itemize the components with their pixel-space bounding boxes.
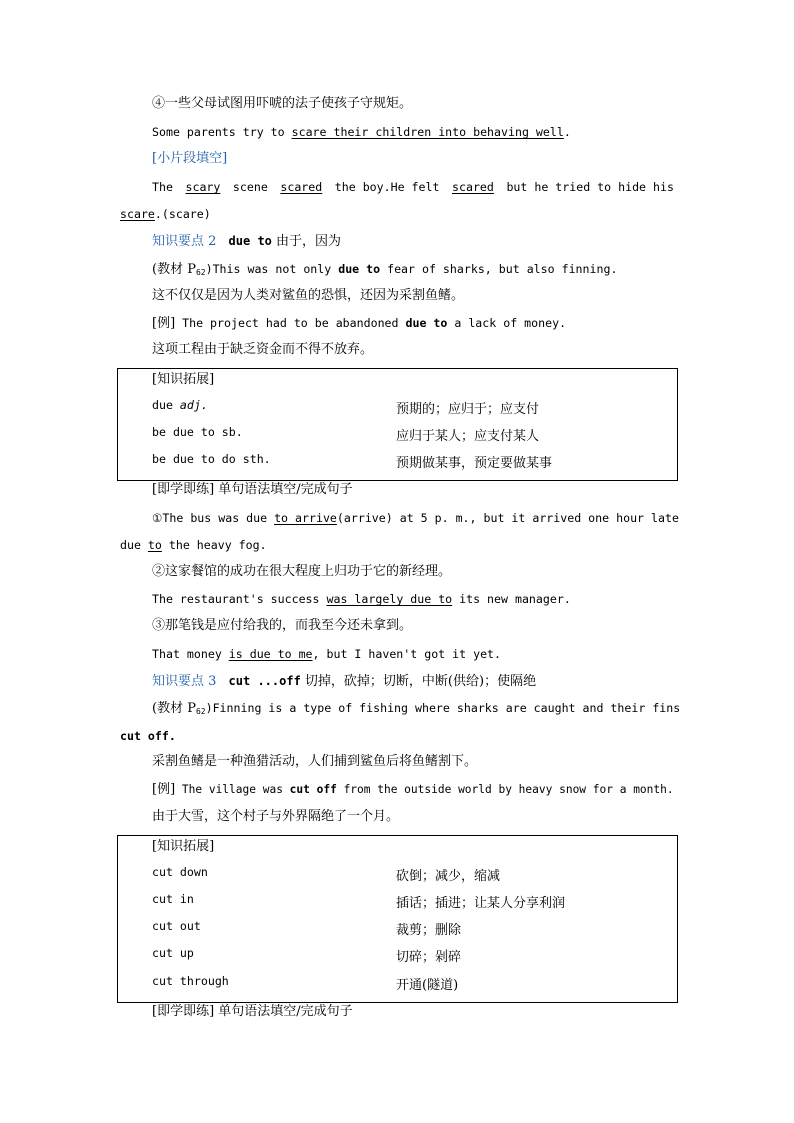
- meaning: 应归于某人；应支付某人: [396, 429, 540, 444]
- sentence-text: ①The bus was due: [152, 511, 275, 525]
- key-point-label: 知识要点 2: [152, 234, 217, 249]
- phrase: [152, 398, 208, 412]
- section-tag-fill-blank: [小片段填空]: [152, 151, 228, 166]
- sentence-text: )This was not only: [205, 262, 339, 276]
- practice-label: [即学即练]: [152, 1004, 215, 1019]
- phrase: cut up: [152, 946, 194, 960]
- practice-2-chinese: ②这家餐馆的成功在很大程度上归功于它的新经理。: [152, 564, 452, 579]
- meaning: 预期的；应归于；应支付: [396, 402, 540, 417]
- word: scene: [232, 180, 268, 194]
- meaning: 切碎；剁碎: [396, 950, 462, 965]
- expansion-row: [152, 452, 612, 470]
- sentence-text: the heavy fog.: [161, 538, 267, 552]
- phrase-meaning: 切掉，砍掉；切断，中断(供给)；使隔绝: [300, 674, 537, 689]
- expansion-row: [152, 398, 612, 416]
- sentence-text: The village was: [175, 783, 290, 796]
- textbook-sentence-cut-off: [152, 699, 680, 721]
- example-label: [例]: [152, 782, 176, 797]
- key-phrase: cut off.: [120, 729, 176, 743]
- textbook-sentence-cut-off-end: [120, 727, 176, 745]
- phrase: cut in: [152, 892, 194, 906]
- meaning: 裁剪；删除: [396, 923, 462, 938]
- phrase: be due to sb.: [152, 425, 243, 439]
- practice-label: [即学即练]: [152, 482, 215, 497]
- example-4-chinese: ④一些父母试图用吓唬的法子使孩子守规矩。: [152, 96, 413, 111]
- answer-blank: scare their children into behaving well: [291, 125, 564, 139]
- answer-blank: scared: [452, 180, 494, 194]
- expansion-row: [152, 919, 612, 937]
- text-segment: Some parents try to: [152, 125, 292, 139]
- example-due-to: [152, 314, 566, 333]
- practice-1-line2: [120, 536, 267, 554]
- textbook-ref: (教材 P: [152, 262, 196, 277]
- example-label: [例]: [152, 316, 176, 331]
- practice-instruction: 单句语法填空/完成句子: [214, 482, 353, 497]
- key-phrase: due to: [228, 234, 272, 248]
- answer-blank: scared: [280, 180, 323, 194]
- word: but he tried to hide his: [506, 180, 674, 194]
- expansion-row: [152, 425, 612, 443]
- box-title: [知识拓展]: [152, 839, 215, 854]
- key-point-label: 知识要点 3: [152, 674, 217, 689]
- answer-blank: scare: [120, 207, 155, 221]
- practice-1-line1: [152, 509, 679, 527]
- sentence-text: The project had to be abandoned: [175, 316, 406, 330]
- practice-3-chinese: ③那笔钱是应付给我的，而我至今还未拿到。: [152, 618, 413, 633]
- practice-3-english: [152, 645, 501, 663]
- sentence-text: That money: [152, 647, 229, 661]
- sentence-text: The restaurant's success: [152, 592, 327, 606]
- key-point-2-heading: [152, 232, 341, 251]
- example-cut-off: [152, 781, 674, 799]
- textbook-sentence-due-to: [152, 260, 617, 282]
- practice-heading-1: [152, 481, 353, 499]
- expansion-row: [152, 892, 612, 910]
- key-phrase: due to: [338, 262, 381, 276]
- text-segment: .: [563, 125, 571, 139]
- phrase-text: due: [152, 398, 180, 412]
- sentence-text: due: [120, 538, 148, 552]
- example-4-english: [152, 123, 571, 141]
- part-of-speech: adj.: [179, 398, 208, 412]
- phrase: cut down: [152, 865, 208, 879]
- page-number: 62: [195, 268, 206, 277]
- expansion-row: [152, 946, 612, 964]
- sentence-text: from the outside world by heavy snow for a month.: [336, 783, 674, 796]
- sentence-text: a lack of money.: [447, 316, 567, 330]
- sentence-text: fear of sharks, but also finning.: [380, 262, 618, 276]
- practice-2-english: [152, 590, 571, 608]
- translation-cut-off: 采割鱼鳍是一种渔猎活动，人们捕到鲨鱼后将鱼鳍割下。: [152, 754, 478, 769]
- sentence-text: , but I haven't got it yet.: [312, 647, 502, 661]
- meaning: 插话；插进；让某人分享利润: [396, 896, 566, 911]
- answer-blank: scary: [185, 180, 221, 194]
- answer-blank: to: [147, 538, 162, 552]
- textbook-ref: (教材 P: [152, 701, 196, 716]
- key-phrase: cut ...off: [228, 674, 301, 688]
- sentence-text: its new manager.: [452, 592, 571, 606]
- answer-blank: is due to me: [228, 647, 313, 661]
- fill-blank-paragraph-line1: [152, 178, 674, 196]
- practice-instruction: 单句语法填空/完成句子: [214, 1004, 353, 1019]
- example-translation: 由于大雪，这个村子与外界隔绝了一个月。: [152, 809, 400, 824]
- meaning: 砍倒；减少，缩减: [396, 869, 501, 884]
- sentence-text: (arrive) at 5 p. m., but it arrived one hour late: [336, 511, 679, 525]
- meaning: 开通(隧道): [396, 978, 459, 993]
- answer-blank: to arrive: [274, 511, 337, 525]
- example-translation: 这项工程由于缺乏资金而不得不放弃。: [152, 342, 374, 357]
- word: the boy.He felt: [334, 180, 440, 194]
- phrase: cut through: [152, 974, 229, 988]
- meaning: 预期做某事，预定要做某事: [396, 456, 553, 471]
- key-phrase: cut off: [289, 783, 337, 796]
- word: .(scare): [154, 207, 211, 221]
- expansion-row: [152, 974, 612, 992]
- word: The: [152, 180, 173, 194]
- phrase: cut out: [152, 919, 201, 933]
- fill-blank-paragraph-line2: [120, 205, 211, 223]
- phrase: be due to do sth.: [152, 452, 271, 466]
- page-number: 62: [195, 707, 206, 716]
- box-title: [知识拓展]: [152, 372, 215, 387]
- practice-heading-2: [152, 1003, 353, 1021]
- translation-due-to: 这不仅仅是因为人类对鲨鱼的恐惧，还因为采割鱼鳍。: [152, 288, 465, 303]
- phrase-meaning: 由于，因为: [271, 234, 342, 249]
- expansion-row: [152, 865, 612, 883]
- key-point-3-heading: [152, 672, 536, 691]
- sentence-text: )Finning is a type of fishing where sharks are caught and their fins: [205, 701, 681, 715]
- answer-blank: was largely due to: [326, 592, 453, 606]
- key-phrase: due to: [405, 316, 448, 330]
